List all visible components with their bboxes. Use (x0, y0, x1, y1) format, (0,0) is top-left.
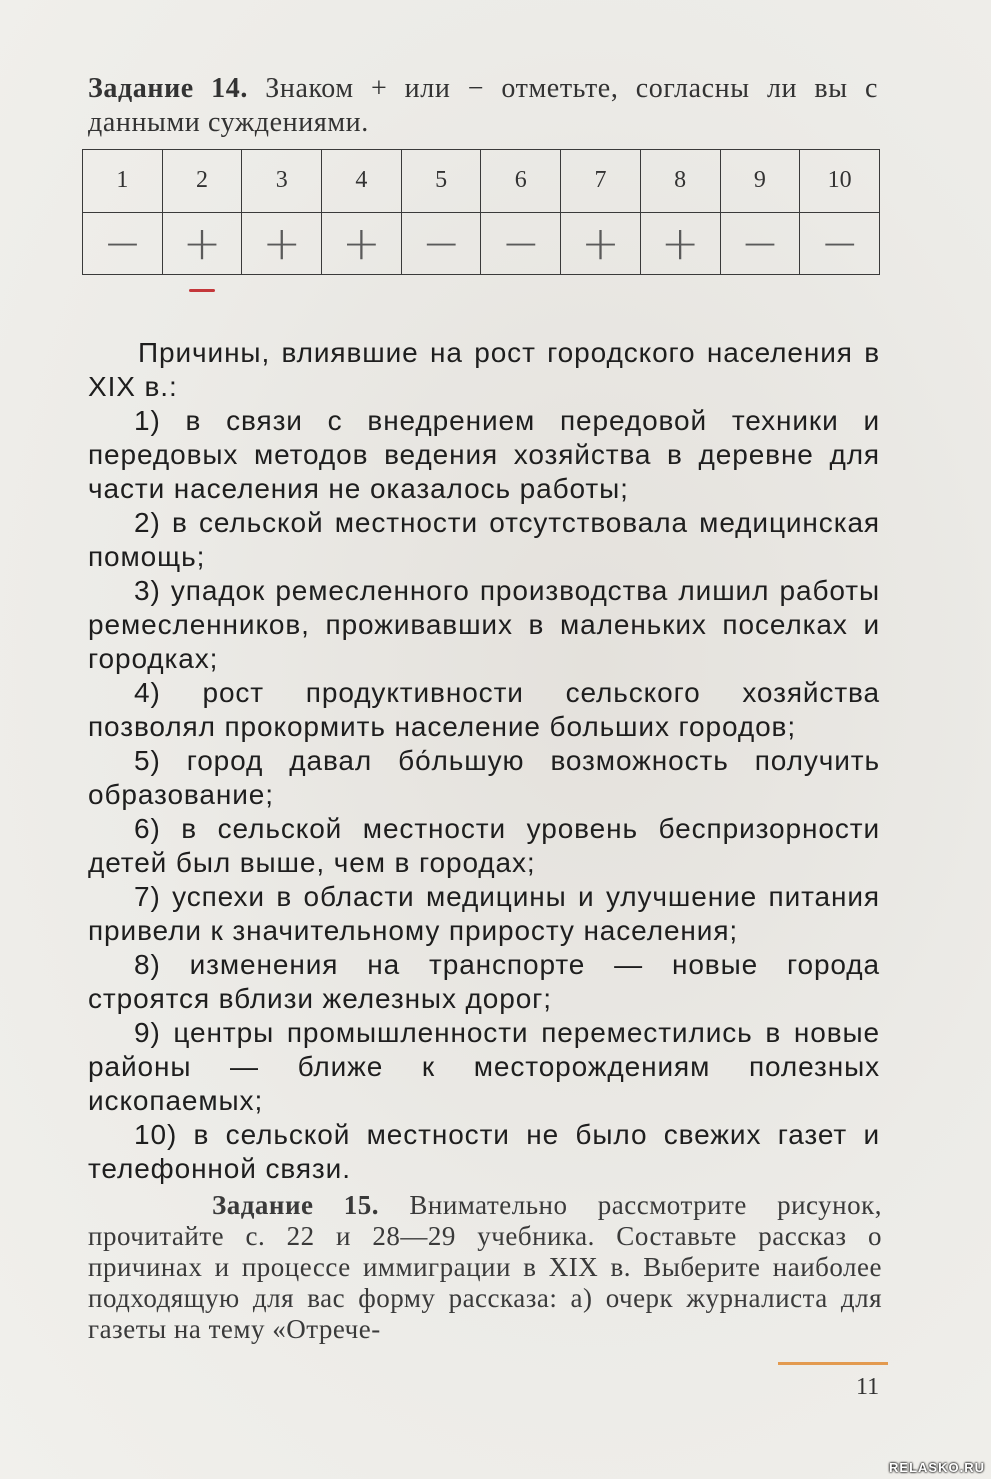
answer-table (82, 149, 880, 275)
reason-item: 1) в связи с внедрением передовой техники и передовых методов ведения хозяйства в деревне для части населения не оказалось работы; (88, 405, 880, 504)
table-number-cell: 5 (401, 150, 481, 213)
handwritten-mark-cell: − (83, 212, 163, 275)
task-14 (88, 72, 878, 140)
reason-item: 6) в сельской местности уровень беспризорности детей был выше, чем в городах; (88, 813, 880, 878)
reason-item: 8) изменения на транспорте — новые города строятся вблизи железных дорог; (88, 949, 880, 1014)
reason-item: 9) центры промышленности переместились в новые районы — ближе к месторождениям полезных ископаемых; (88, 1017, 880, 1116)
table-number-cell: 9 (720, 150, 800, 213)
handwritten-mark-cell: − (481, 212, 561, 275)
task-15-title: Задание 15. (212, 1190, 380, 1220)
reasons-intro: Причины, влиявшие на рост городского населения в XIX в.: (88, 337, 880, 402)
handwritten-mark-cell: + (640, 212, 720, 275)
handwritten-mark-cell: + (561, 212, 641, 275)
table-number-cell: 2 (162, 150, 242, 213)
handwritten-mark-cell: + (322, 212, 402, 275)
watermark: RELASKO.RU (889, 1460, 985, 1475)
task-15 (88, 1190, 882, 1345)
handwritten-mark-cell: − (401, 212, 481, 275)
reason-item: 5) город давал бо́льшую возможность получить образование; (88, 745, 880, 810)
reasons-list (88, 336, 880, 1186)
reason-item: 10) в сельской местности не было свежих газет и телефонной связи. (88, 1119, 880, 1184)
table-number-cell: 10 (800, 150, 880, 213)
handwritten-mark-cell: − (720, 212, 800, 275)
handwritten-mark-cell: + (242, 212, 322, 275)
table-number-cell: 7 (561, 150, 641, 213)
page-number: 11 (856, 1374, 880, 1400)
red-underline-mark (189, 289, 215, 292)
reason-item: 4) рост продуктивности сельского хозяйства позволял прокормить население больших городов; (88, 677, 880, 742)
table-number-cell: 4 (322, 150, 402, 213)
task-14-title: Задание 14. (88, 73, 248, 104)
handwritten-mark-cell: + (162, 212, 242, 275)
table-number-cell: 3 (242, 150, 322, 213)
reason-item: 3) упадок ремесленного производства лишил работы ремесленников, проживавших в маленьких поселках и городках; (88, 575, 880, 674)
task-14-text: Знаком + или − отметьте, согласны ли вы с данными суждениями. (88, 73, 878, 138)
table-number-cell: 6 (481, 150, 561, 213)
answer-table-number-row (83, 150, 880, 213)
reason-item: 7) успехи в области медицины и улучшение питания привели к значительному приросту населения; (88, 881, 880, 946)
task-15-text: Внимательно рассмотрите рисунок, прочитайте с. 22 и 28—29 учебника. Составьте рассказ о причинах и процессе иммиграции в XIX в. Выберите наиболее подходящую для вас форму рассказа: а) очерк журналиста для газеты на тему «Отрече- (88, 1190, 882, 1344)
answer-table-mark-row (83, 212, 880, 275)
orange-rule (778, 1362, 888, 1365)
handwritten-mark-cell: − (800, 212, 880, 275)
table-number-cell: 8 (640, 150, 720, 213)
reason-item: 2) в сельской местности отсутствовала медицинская помощь; (88, 507, 880, 572)
table-number-cell: 1 (83, 150, 163, 213)
